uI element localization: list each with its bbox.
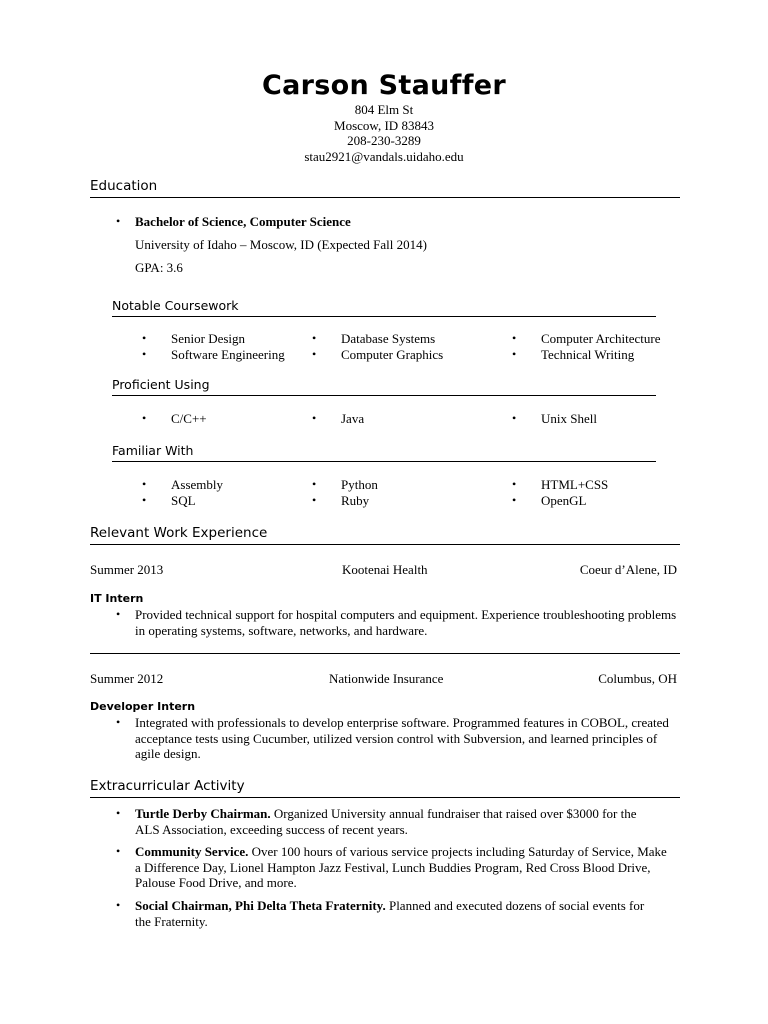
proficient-heading: Proficient Using xyxy=(112,377,656,396)
contact-phone: 208-230-3289 xyxy=(347,133,421,148)
activity-item xyxy=(135,844,675,891)
activity-title: Turtle Derby Chairman. xyxy=(135,806,271,821)
job-description: Integrated with professionals to develop enterprise software. Programmed features in COBOL, created acceptance tests using Cucumber, utilized version control with Subversion, and learned principles of agile design. xyxy=(135,715,669,761)
job-bullet xyxy=(116,607,120,623)
coursework-heading: Notable Coursework xyxy=(112,298,656,317)
familiar-column-3 xyxy=(512,477,608,508)
job-divider xyxy=(90,653,680,654)
gpa: GPA: 3.6 xyxy=(135,260,183,275)
skill-item: • Java xyxy=(312,411,364,427)
skill-item: • C/C++ xyxy=(142,411,207,427)
skill-item: • Ruby xyxy=(312,493,378,509)
degree: Bachelor of Science, Computer Science xyxy=(135,214,351,229)
skill-item: • Unix Shell xyxy=(512,411,597,427)
familiar-column-2 xyxy=(312,477,378,508)
coursework-column-1 xyxy=(142,331,285,362)
school: University of Idaho – Moscow, ID (Expected Fall 2014) xyxy=(135,237,427,252)
coursework-item: • Technical Writing xyxy=(512,347,661,363)
familiar-heading: Familiar With xyxy=(112,443,656,462)
activity-bullet xyxy=(116,806,120,822)
job-date: Summer 2012 xyxy=(90,671,164,686)
contact-city: Moscow, ID 83843 xyxy=(334,117,434,133)
skill-item: • Assembly xyxy=(142,477,223,493)
activity-text: Planned and executed dozens of social events for the Fraternity. xyxy=(135,898,645,929)
proficient-column-3 xyxy=(512,411,597,427)
job-company: Nationwide Insurance xyxy=(329,671,444,686)
proficient-column-1 xyxy=(142,411,207,427)
candidate-name: Carson Stauffer xyxy=(261,70,506,101)
job-date: Summer 2013 xyxy=(90,562,164,577)
job-company: Kootenai Health xyxy=(342,562,428,577)
job-location: Coeur d’Alene, ID xyxy=(579,562,677,577)
contact-block xyxy=(0,102,768,164)
activity-title: Community Service. xyxy=(135,844,249,859)
skill-item: • Python xyxy=(312,477,378,493)
activity-item xyxy=(135,898,655,929)
activity-text: Over 100 hours of various service projects including Saturday of Service, Make a Difference Day, Lionel Hampton Jazz Festival, Lunch Buddies Program, Red Cross Blood Drive, Palouse Food Drive, and more. xyxy=(135,844,667,890)
skill-item: • HTML+CSS xyxy=(512,477,608,493)
skill-item: • SQL xyxy=(142,493,223,509)
work-heading: Relevant Work Experience xyxy=(90,525,680,545)
proficient-column-2 xyxy=(312,411,364,427)
coursework-item: • Computer Graphics xyxy=(312,347,443,363)
job-bullet xyxy=(116,715,120,731)
coursework-column-3 xyxy=(512,331,661,362)
coursework-item: • Software Engineering xyxy=(142,347,285,363)
coursework-item: • Database Systems xyxy=(312,331,443,347)
job-title: Developer Intern xyxy=(90,700,196,713)
activity-bullet xyxy=(116,844,120,860)
job-description: Provided technical support for hospital computers and equipment. Experience troubleshooting problems in operating systems, software, networks, and hardware. xyxy=(135,607,677,638)
education-bullet xyxy=(116,214,120,230)
skill-item: • OpenGL xyxy=(512,493,608,509)
contact-address: 804 Elm St xyxy=(354,102,414,117)
job-location: Columbus, OH xyxy=(598,671,677,686)
activity-bullet xyxy=(116,898,120,914)
coursework-item: • Senior Design xyxy=(142,331,285,347)
familiar-column-1 xyxy=(142,477,223,508)
extracurricular-heading: Extracurricular Activity xyxy=(90,778,680,798)
job-title: IT Intern xyxy=(90,592,144,605)
contact-email: stau2921@vandals.uidaho.edu xyxy=(304,148,464,164)
coursework-column-2 xyxy=(312,331,443,362)
activity-text: Organized University annual fundraiser that raised over $3000 for the ALS Association, exceeding success of recent years. xyxy=(135,806,637,837)
activity-item xyxy=(135,806,650,837)
education-heading: Education xyxy=(90,178,680,198)
activity-title: Social Chairman, Phi Delta Theta Fraternity. xyxy=(135,898,386,913)
coursework-item: • Computer Architecture xyxy=(512,331,661,347)
